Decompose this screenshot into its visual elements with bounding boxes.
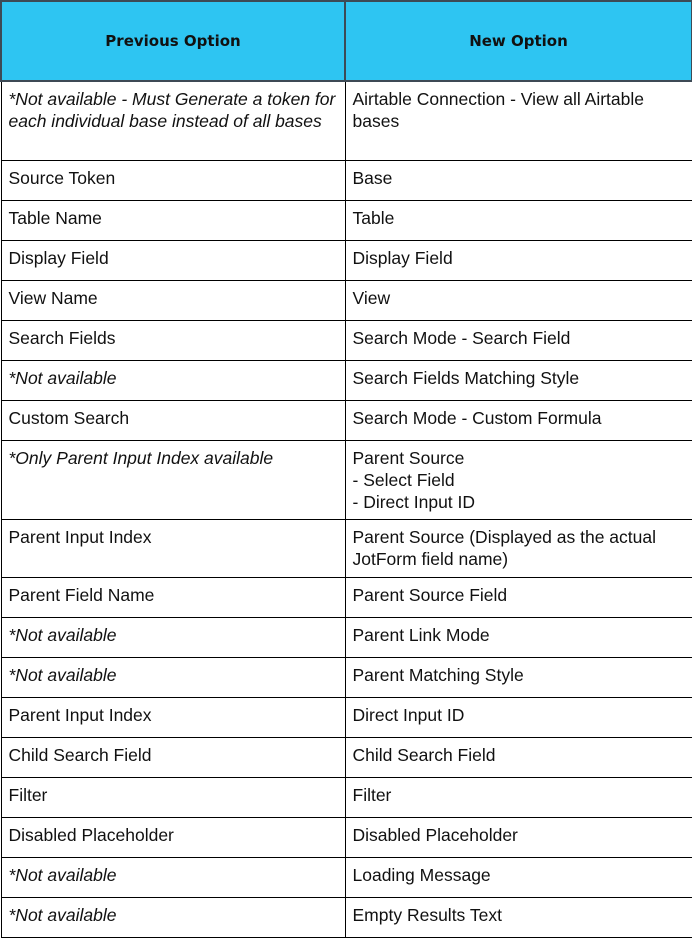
new-option-cell [345, 201, 692, 241]
table-row [1, 321, 692, 361]
new-option-cell [345, 818, 692, 858]
new-option-line: Parent Link Mode [352, 625, 490, 645]
previous-option-cell: Table Name [1, 201, 345, 241]
table-row [1, 361, 692, 401]
table-row [1, 281, 692, 321]
new-option-cell [345, 898, 692, 938]
previous-option-cell: Source Token [1, 161, 345, 201]
table-row [1, 778, 692, 818]
previous-option-cell: *Not available [1, 658, 345, 698]
new-option-cell [345, 858, 692, 898]
new-option-cell [345, 698, 692, 738]
previous-option-cell: *Not available [1, 898, 345, 938]
new-option-line: Base [352, 168, 393, 188]
previous-option-cell: *Not available - Must Generate a token for each individual base instead of all bases [1, 81, 345, 161]
previous-option-cell: Display Field [1, 241, 345, 281]
new-option-line: Filter [352, 785, 392, 805]
previous-option-cell: *Not available [1, 858, 345, 898]
new-option-line: Display Field [352, 248, 453, 268]
new-option-line: Empty Results Text [352, 905, 502, 925]
table-row [1, 738, 692, 778]
previous-option-cell: Custom Search [1, 401, 345, 441]
table-row [1, 898, 692, 938]
new-option-line: Parent Source [352, 448, 465, 468]
previous-option-cell: Disabled Placeholder [1, 818, 345, 858]
new-option-line: Airtable Connection - View all Airtable bases [352, 89, 645, 131]
table-body [1, 81, 692, 938]
new-option-cell [345, 401, 692, 441]
table-row [1, 858, 692, 898]
table-row [1, 698, 692, 738]
new-option-line: Direct Input ID [352, 705, 465, 725]
previous-option-cell: Parent Input Index [1, 520, 345, 578]
new-option-line: Search Mode - Custom Formula [352, 408, 602, 428]
previous-option-cell: *Not available [1, 361, 345, 401]
new-option-cell [345, 578, 692, 618]
new-option-cell [345, 361, 692, 401]
new-option-line: Disabled Placeholder [352, 825, 518, 845]
table-row [1, 201, 692, 241]
previous-option-cell: *Only Parent Input Index available [1, 441, 345, 520]
table-row [1, 618, 692, 658]
previous-option-header: Previous Option [1, 1, 345, 81]
table-row [1, 241, 692, 281]
new-option-line: Parent Source Field [352, 585, 508, 605]
previous-option-cell: Child Search Field [1, 738, 345, 778]
previous-option-cell: View Name [1, 281, 345, 321]
new-option-line: - Select Field [352, 470, 455, 490]
previous-option-cell: *Not available [1, 618, 345, 658]
new-option-cell [345, 520, 692, 578]
new-option-line: Parent Source (Displayed as the actual JotForm field name) [352, 527, 656, 569]
new-option-cell [345, 618, 692, 658]
previous-option-cell: Parent Field Name [1, 578, 345, 618]
table-row [1, 161, 692, 201]
table-row [1, 81, 692, 161]
previous-option-cell: Parent Input Index [1, 698, 345, 738]
new-option-cell [345, 161, 692, 201]
table-row [1, 658, 692, 698]
table-row [1, 441, 692, 520]
new-option-line: Parent Matching Style [352, 665, 524, 685]
new-option-line: View [352, 288, 391, 308]
new-option-header: New Option [345, 1, 692, 81]
table-row [1, 520, 692, 578]
new-option-line: Child Search Field [352, 745, 496, 765]
new-option-line: Search Mode - Search Field [352, 328, 571, 348]
new-option-cell [345, 441, 692, 520]
new-option-line: Search Fields Matching Style [352, 368, 580, 388]
new-option-cell [345, 81, 692, 161]
previous-option-cell: Filter [1, 778, 345, 818]
new-option-cell [345, 321, 692, 361]
table-row [1, 818, 692, 858]
new-option-cell [345, 778, 692, 818]
previous-option-cell: Search Fields [1, 321, 345, 361]
table-row [1, 401, 692, 441]
new-option-line: - Direct Input ID [352, 492, 476, 512]
new-option-cell [345, 738, 692, 778]
table-row [1, 578, 692, 618]
new-option-cell [345, 281, 692, 321]
new-option-cell [345, 241, 692, 281]
new-option-line: Loading Message [352, 865, 491, 885]
new-option-cell [345, 658, 692, 698]
new-option-line: Table [352, 208, 395, 228]
header-row [1, 1, 692, 81]
